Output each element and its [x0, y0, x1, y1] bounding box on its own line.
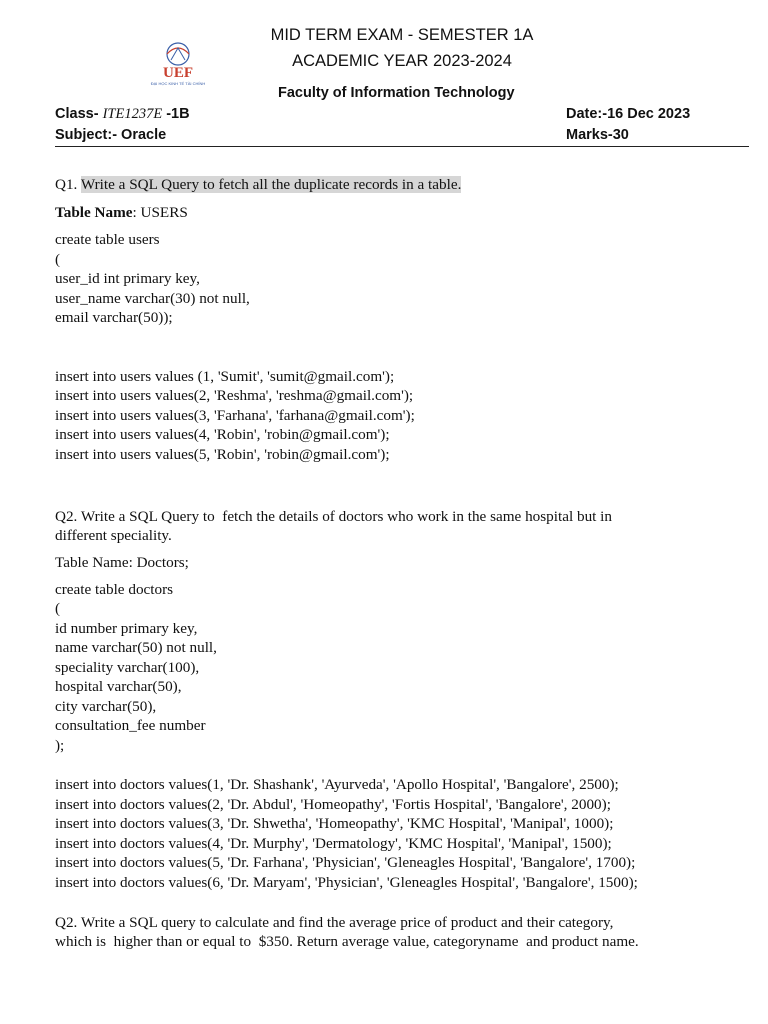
university-logo	[138, 40, 222, 90]
header-divider	[55, 146, 749, 147]
q1-insert-line: insert into users values(2, 'Reshma', 'reshma@gmail.com');	[55, 387, 414, 404]
q2-create-line: name varchar(50) not null,	[55, 639, 217, 656]
subject: Subject:- Oracle	[55, 127, 167, 143]
q3-question-line: which is higher than or equal to $350. Return average value, categoryname and product name.	[55, 933, 639, 950]
q2-insert-line: insert into doctors values(3, 'Dr. Shwetha', 'Homeopathy', 'KMC Hospital', 'Manipal', 1000);	[55, 815, 614, 832]
q2-create-line: );	[55, 737, 65, 754]
q2-table-name: Table Name: Doctors;	[55, 554, 189, 571]
q2-create-line: city varchar(50),	[55, 698, 157, 715]
q1-insert-line: insert into users values(4, 'Robin', 'robin@gmail.com');	[55, 426, 390, 443]
q1-create-line: create table users	[55, 231, 160, 248]
q2-create-line: consultation_fee number	[55, 717, 206, 734]
q2-question-line: different speciality.	[55, 527, 172, 544]
svg-text:UEF: UEF	[163, 65, 193, 81]
q1-create-line: user_id int primary key,	[55, 270, 200, 287]
class-suffix: -1B	[166, 106, 190, 122]
q3-question-line: Q2. Write a SQL query to calculate and find the average price of product and their category,	[55, 914, 614, 931]
q2-insert-line: insert into doctors values(2, 'Dr. Abdul', 'Homeopathy', 'Fortis Hospital', 'Bangalore', 2000);	[55, 796, 611, 813]
exam-marks: Marks-30	[566, 127, 629, 143]
q1-create-line: (	[55, 251, 61, 268]
q2-insert-line: insert into doctors values(1, 'Dr. Shashank', 'Ayurveda', 'Apollo Hospital', 'Bangalore', 2500);	[55, 776, 619, 793]
q1-create-line: user_name varchar(30) not null,	[55, 290, 250, 307]
q2-create-line: (	[55, 600, 61, 617]
q1-table-name: Table Name: USERS	[55, 204, 188, 221]
q2-create-line: create table doctors	[55, 581, 174, 598]
q1-insert-line: insert into users values(3, 'Farhana', 'farhana@gmail.com');	[55, 407, 415, 424]
q2-question-line: Q2. Write a SQL Query to fetch the details of doctors who work in the same hospital but in	[55, 508, 612, 525]
exam-date: Date:-16 Dec 2023	[566, 106, 691, 122]
q1-insert-line: insert into users values (1, 'Sumit', 'sumit@gmail.com');	[55, 368, 395, 385]
q2-create-line: id number primary key,	[55, 620, 198, 637]
q1-insert-line: insert into users values(5, 'Robin', 'robin@gmail.com');	[55, 446, 390, 463]
svg-text:ĐẠI HỌC KINH TẾ TÀI CHÍNH: ĐẠI HỌC KINH TẾ TÀI CHÍNH	[150, 81, 206, 86]
q2-create-line: hospital varchar(50),	[55, 678, 182, 695]
class-code: ITE1237E	[102, 106, 163, 122]
q1-highlight: Write a SQL Query to fetch all the duplicate records in a table.	[80, 176, 462, 193]
q2-insert-line: insert into doctors values(6, 'Dr. Maryam', 'Physician', 'Gleneagles Hospital', 'Bangalore', 1500);	[55, 874, 638, 891]
exam-title: MID TERM EXAM - SEMESTER 1A	[270, 26, 534, 44]
q2-insert-line: insert into doctors values(5, 'Dr. Farhana', 'Physician', 'Gleneagles Hospital', 'Bangalore', 1700);	[55, 854, 636, 871]
academic-year: ACADEMIC YEAR 2023-2024	[292, 52, 512, 70]
q2-insert-line: insert into doctors values(4, 'Dr. Murphy', 'Dermatology', 'KMC Hospital', 'Manipal', 1500);	[55, 835, 612, 852]
class-label: Class-	[55, 106, 99, 122]
class-info	[55, 106, 190, 123]
q1-question: Q1. Write a SQL Query to fetch all the duplicate records in a table.	[55, 176, 462, 193]
faculty-name: Faculty of Information Technology	[278, 85, 515, 101]
q2-create-line: speciality varchar(100),	[55, 659, 200, 676]
q1-create-line: email varchar(50));	[55, 309, 173, 326]
